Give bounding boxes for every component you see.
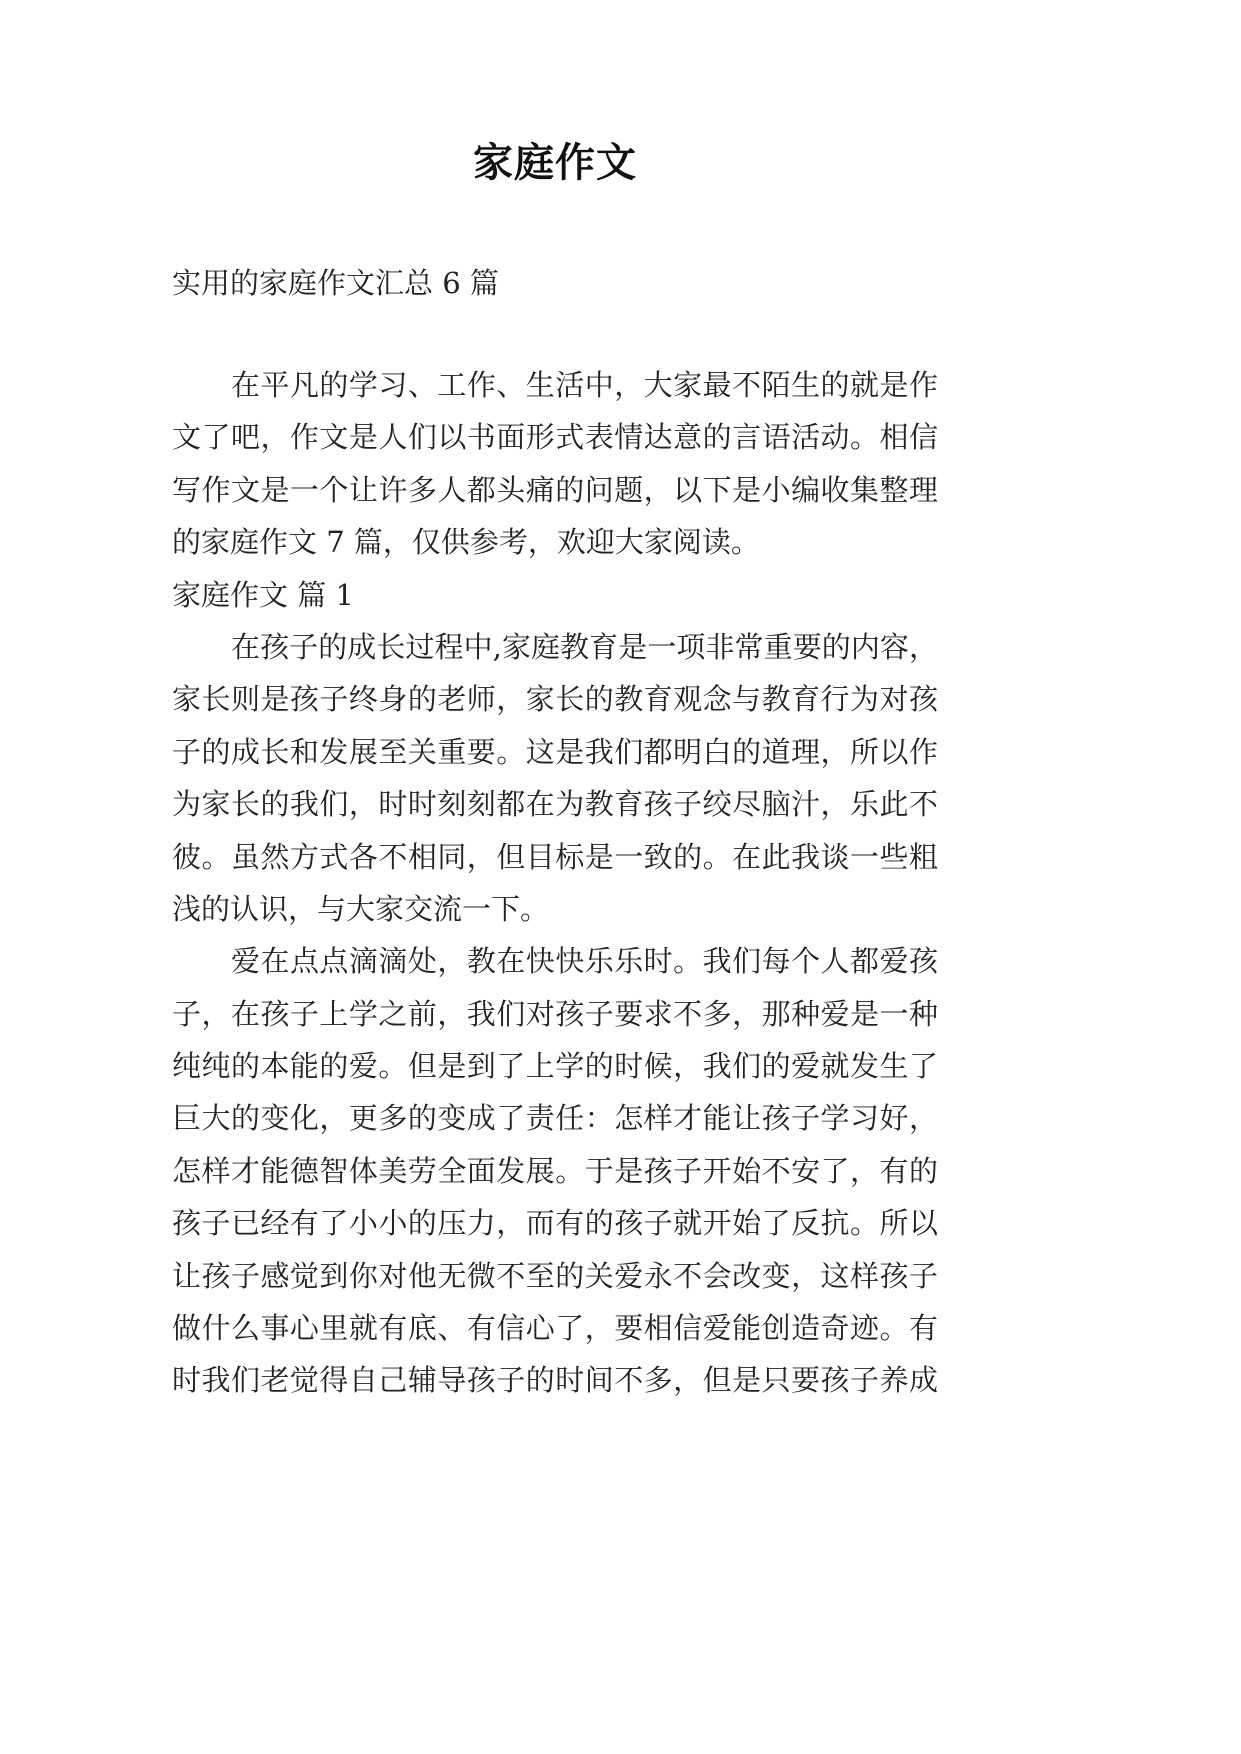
document-subtitle: 实用的家庭作文汇总 6 篇 xyxy=(172,266,499,300)
text-line: 写作文是一个让许多人都头痛的问题，以下是小编收集整理 xyxy=(172,472,938,507)
text-line: 文了吧，作文是人们以书面形式表情达意的言语活动。相信 xyxy=(172,420,938,455)
text-line: 爱在点点滴滴处，教在快快乐乐时。我们每个人都爱孩 xyxy=(231,944,938,979)
text-line: 家长则是孩子终身的老师，家长的教育观念与教育行为对孩 xyxy=(172,682,938,717)
text-line: 让孩子感觉到你对他无微不至的关爱永不会改变，这样孩子 xyxy=(172,1258,938,1293)
text-line: 在孩子的成长过程中,家庭教育是一项非常重要的内容， xyxy=(231,629,938,664)
text-line: 巨大的变化，更多的变成了责任：怎样才能让孩子学习好， xyxy=(172,1101,938,1136)
text-line: 怎样才能德智体美劳全面发展。于是孩子开始不安了，有的 xyxy=(172,1153,938,1188)
text-line: 子，在孩子上学之前，我们对孩子要求不多，那种爱是一种 xyxy=(172,996,938,1031)
text-line: 的家庭作文 7 篇，仅供参考，欢迎大家阅读。 xyxy=(172,525,760,560)
document-body xyxy=(172,359,938,1407)
text-line: 在平凡的学习、工作、生活中，大家最不陌生的就是作 xyxy=(231,368,938,402)
text-line: 孩子已经有了小小的压力，而有的孩子就开始了反抗。所以 xyxy=(172,1206,938,1241)
text-line: 时我们老觉得自己辅导孩子的时间不多，但是只要孩子养成 xyxy=(172,1363,938,1398)
section-1-paragraph-2 xyxy=(172,935,938,1407)
text-line: 子的成长和发展至关重要。这是我们都明白的道理，所以作 xyxy=(172,734,938,769)
text-line: 做什么事心里就有底、有信心了，要相信爱能创造奇迹。有 xyxy=(172,1311,938,1346)
text-line: 浅的认识，与大家交流一下。 xyxy=(172,891,550,926)
section-heading: 家庭作文 篇 1 xyxy=(172,577,354,612)
text-line: 彼。虽然方式各不相同，但目标是一致的。在此我谈一些粗 xyxy=(172,839,938,874)
text-line: 纯纯的本能的爱。但是到了上学的时候，我们的爱就发生了 xyxy=(172,1049,938,1084)
text-line: 为家长的我们，时时刻刻都在为教育孩子绞尽脑汁，乐此不 xyxy=(172,787,938,822)
intro-paragraph xyxy=(172,359,938,569)
section-1-paragraph-1 xyxy=(172,621,938,935)
document-title: 家庭作文 xyxy=(473,139,637,186)
